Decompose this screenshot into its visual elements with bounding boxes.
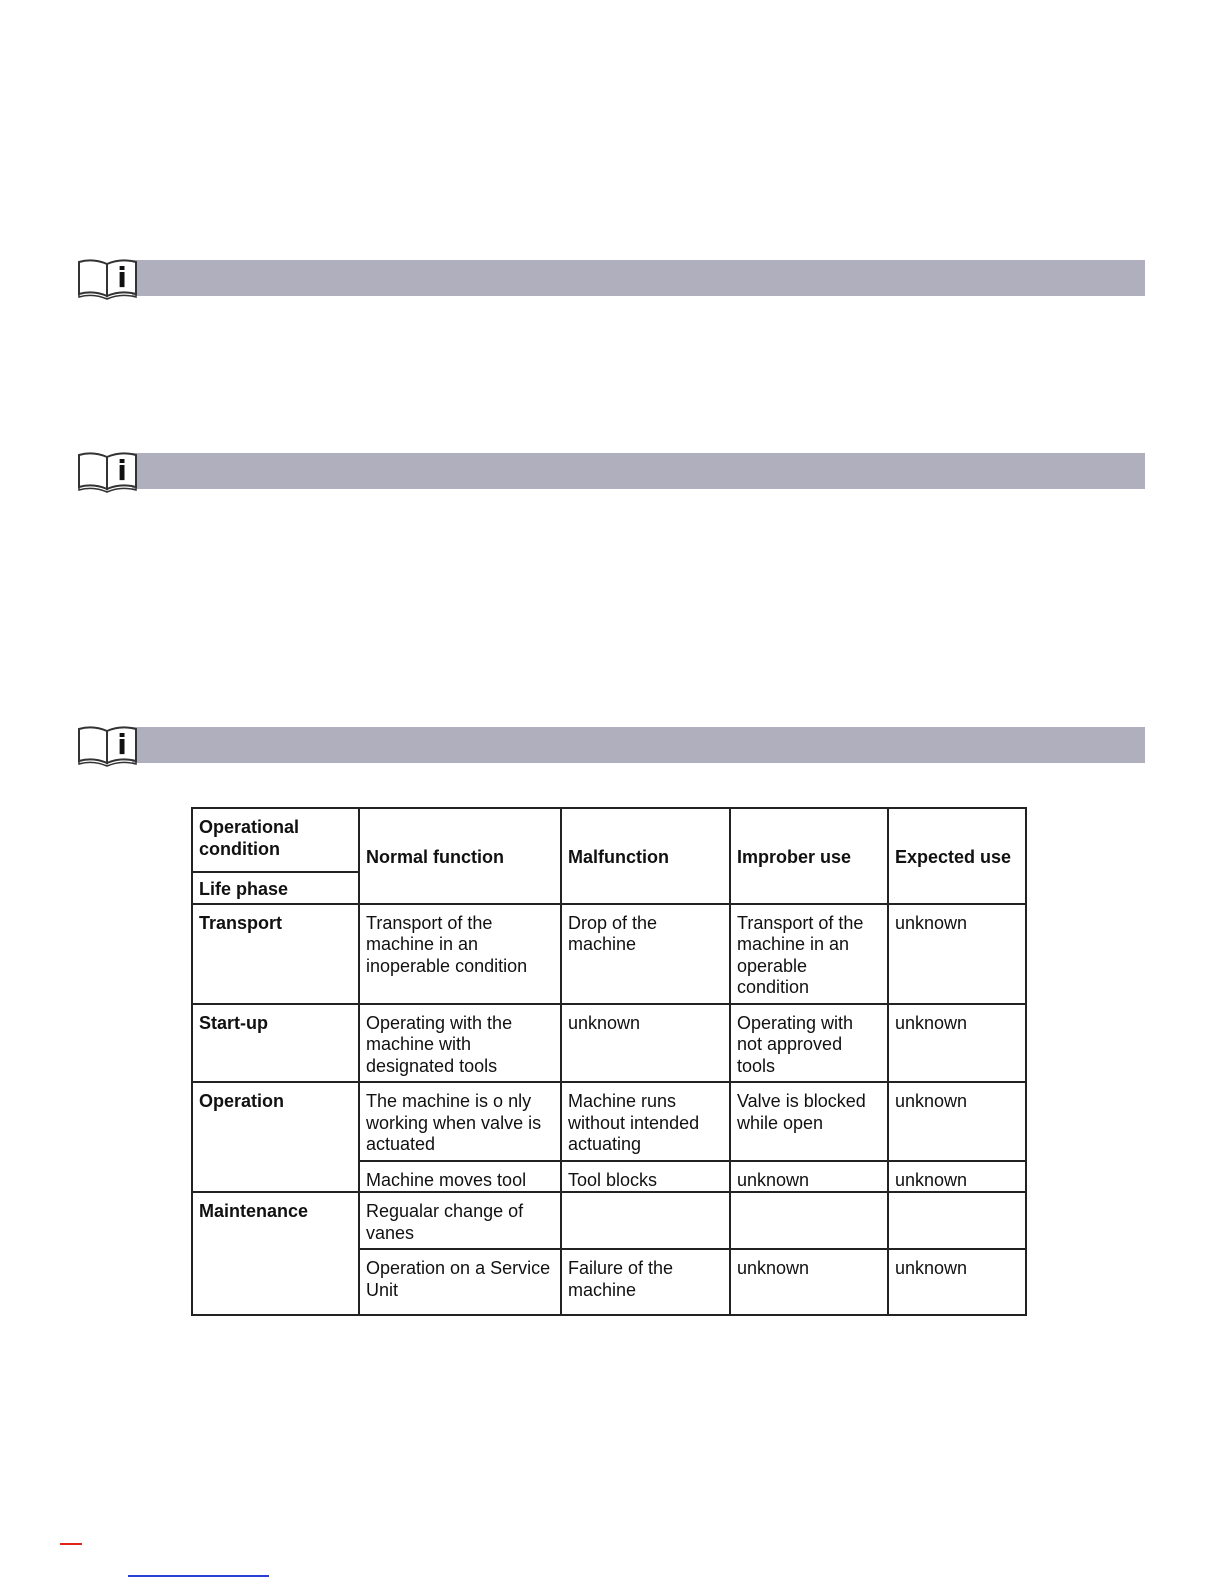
cell-expected-use: unknown xyxy=(888,1161,1026,1193)
info-book-icon xyxy=(76,252,144,300)
cell-malfunction xyxy=(561,1192,730,1249)
info-header-bar-1 xyxy=(76,252,1145,302)
cell-expected-use xyxy=(888,1192,1026,1249)
info-header-bar-2 xyxy=(76,445,1145,495)
cell-malfunction: unknown xyxy=(561,1004,730,1083)
header-expected-use: Expected use xyxy=(888,808,1026,904)
cell-improper-use: Valve is blocked while open xyxy=(730,1082,888,1161)
cell-expected-use: unknown xyxy=(888,1004,1026,1083)
header-malfunction: Malfunction xyxy=(561,808,730,904)
footer-red-mark xyxy=(60,1543,82,1545)
info-header-band xyxy=(132,453,1145,489)
table-row xyxy=(192,1004,1026,1083)
info-header-band xyxy=(132,727,1145,763)
cell-phase: Operation xyxy=(192,1082,359,1192)
cell-expected-use: unknown xyxy=(888,1082,1026,1161)
cell-normal-function: Transport of the machine in an inoperable condition xyxy=(359,904,561,1004)
cell-improper-use: unknown xyxy=(730,1249,888,1315)
footer-link-underline[interactable] xyxy=(128,1575,269,1577)
info-header-band xyxy=(132,260,1145,296)
cell-phase: Start-up xyxy=(192,1004,359,1083)
cell-normal-function: Regualar change of vanes xyxy=(359,1192,561,1249)
header-life-phase: Life phase xyxy=(192,872,359,904)
cell-improper-use: Transport of the machine in an operable condition xyxy=(730,904,888,1004)
table-row xyxy=(192,904,1026,1004)
table-row xyxy=(192,1082,1026,1161)
cell-normal-function: The machine is o nly working when valve is actuated xyxy=(359,1082,561,1161)
cell-improper-use xyxy=(730,1192,888,1249)
table-row xyxy=(192,1192,1026,1249)
cell-phase: Maintenance xyxy=(192,1192,359,1315)
info-glyph: i xyxy=(117,454,127,487)
cell-malfunction: Machine runs without intended actuating xyxy=(561,1082,730,1161)
info-book-icon xyxy=(76,445,144,493)
cell-normal-function: Machine moves tool xyxy=(359,1161,561,1193)
cell-expected-use: unknown xyxy=(888,904,1026,1004)
header-improper-use: Improber use xyxy=(730,808,888,904)
info-glyph: i xyxy=(117,261,127,294)
cell-normal-function: Operation on a Service Unit xyxy=(359,1249,561,1315)
info-glyph: i xyxy=(117,728,127,761)
info-header-bar-3 xyxy=(76,719,1145,769)
cell-improper-use: unknown xyxy=(730,1161,888,1193)
header-operational-condition: Operational condition xyxy=(192,808,359,872)
header-normal-function: Normal function xyxy=(359,808,561,904)
cell-malfunction: Drop of the machine xyxy=(561,904,730,1004)
cell-phase: Transport xyxy=(192,904,359,1004)
table-header-row xyxy=(192,808,1026,872)
risk-assessment-table xyxy=(191,807,1027,1316)
cell-normal-function: Operating with the machine with designated tools xyxy=(359,1004,561,1083)
info-book-icon xyxy=(76,719,144,767)
cell-improper-use: Operating with not approved tools xyxy=(730,1004,888,1083)
cell-malfunction: Failure of the machine xyxy=(561,1249,730,1315)
cell-expected-use: unknown xyxy=(888,1249,1026,1315)
cell-malfunction: Tool blocks xyxy=(561,1161,730,1193)
